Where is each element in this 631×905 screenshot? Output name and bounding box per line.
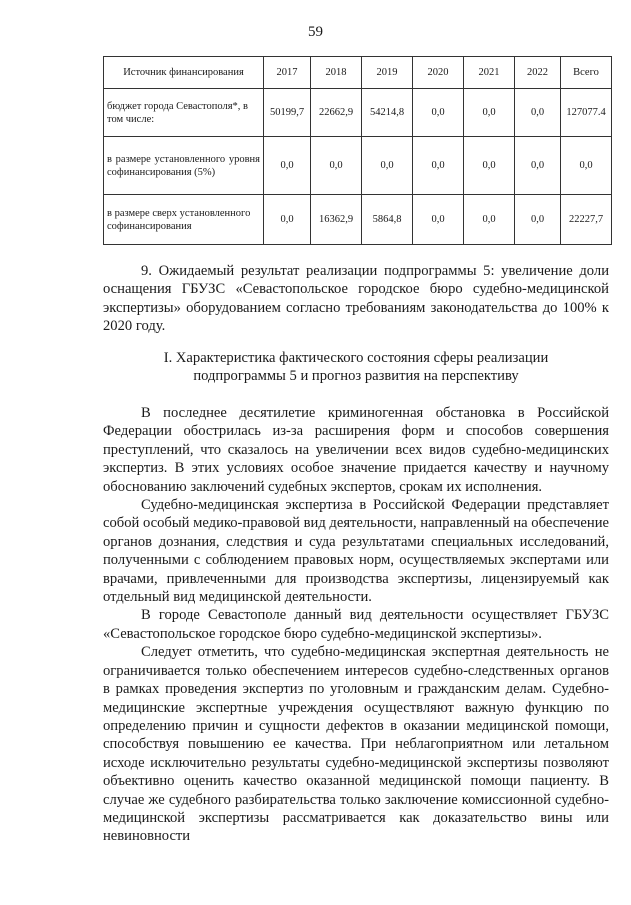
body-paragraph: В городе Севастополе данный вид деятельности осуществляет ГБУЗС «Севастопольское городское бюро судебно-медицинской экспертизы». bbox=[103, 607, 609, 642]
value-cell: 54214,8 bbox=[362, 89, 413, 137]
body-paragraph: В последнее десятилетие криминогенная обстановка в Российской Федерации обострилась из-за расширения форм и способов совершения преступлений, что сказалось на увеличении всех видов судебно-медицинских экспертиз. В этих условиях особое значение придается качеству и научному обоснованию заключений судебных экспертов, срокам их исполнения. bbox=[103, 405, 609, 495]
financing-table bbox=[103, 56, 612, 245]
value-cell: 0,0 bbox=[561, 137, 612, 195]
value-cell: 127077.4 bbox=[561, 89, 612, 137]
value-cell: 0,0 bbox=[464, 89, 515, 137]
value-cell: 0,0 bbox=[362, 137, 413, 195]
table-row bbox=[104, 89, 612, 137]
value-cell: 0,0 bbox=[515, 89, 561, 137]
page-number: 59 bbox=[308, 24, 323, 40]
source-cell: бюджет города Севастополя*, в том числе: bbox=[104, 89, 264, 137]
value-cell: 0,0 bbox=[311, 137, 362, 195]
value-cell: 0,0 bbox=[413, 89, 464, 137]
source-cell: в размере установленного уровня софинансирования (5%) bbox=[104, 137, 264, 195]
value-cell: 50199,7 bbox=[264, 89, 311, 137]
value-cell: 0,0 bbox=[464, 195, 515, 245]
body-paragraph: Судебно-медицинская экспертиза в Российской Федерации представляет собой особый медико-правовой вид деятельности, направленный на обеспечение органов дознания, следствия и суда результатами специальных исследований, полученными с соблюдением правовых норм, осуществляемых экспертами или врачами, привлеченными для производства экспертизы, лицензируемый как отдельный вид медицинской деятельности. bbox=[103, 497, 609, 606]
header-cell: Источник финансирования bbox=[104, 57, 264, 89]
value-cell: 22662,9 bbox=[311, 89, 362, 137]
value-cell: 16362,9 bbox=[311, 195, 362, 245]
value-cell: 22227,7 bbox=[561, 195, 612, 245]
header-cell: 2022 bbox=[515, 57, 561, 89]
table-header-row bbox=[104, 57, 612, 89]
paragraph-9: 9. Ожидаемый результат реализации подпрограммы 5: увеличение доли оснащения ГБУЗС «Севастопольское городское бюро судебно-медицинской экспертизы» оборудованием согласно требованиям законодательства до 100% к 2020 году. bbox=[103, 263, 609, 335]
value-cell: 0,0 bbox=[413, 195, 464, 245]
value-cell: 0,0 bbox=[264, 137, 311, 195]
result-paragraph-block bbox=[103, 262, 609, 336]
value-cell: 5864,8 bbox=[362, 195, 413, 245]
body-text bbox=[103, 404, 609, 846]
section-heading-line: I. Характеристика фактического состояния сферы реализации bbox=[163, 350, 549, 366]
body-paragraph: Следует отметить, что судебно-медицинская экспертная деятельность не ограничивается только обеспечением интересов судебно-следственных органов в рамках проведения экспертиз по уголовным и гражданским делам. Судебно-медицинские экспертные учреждения осуществляют важную функцию по определению причин и сущности дефектов в оказании медицинской помощи, способствуя повышению ее качества. При неблагоприятном или летальном исходе исключительно результаты судебно-медицинской экспертизы позволяют объективно оценить качество оказанной медицинской помощи пациенту. В случае же судебного разбирательства только заключение комиссионной судебно-медицинской экспертизы рассматривается как доказательство вины или невиновности bbox=[103, 644, 609, 845]
header-cell: 2017 bbox=[264, 57, 311, 89]
value-cell: 0,0 bbox=[515, 195, 561, 245]
header-cell: 2019 bbox=[362, 57, 413, 89]
header-cell: 2018 bbox=[311, 57, 362, 89]
header-cell: Всего bbox=[561, 57, 612, 89]
source-cell: в размере сверх установленного софинансирования bbox=[104, 195, 264, 245]
value-cell: 0,0 bbox=[264, 195, 311, 245]
value-cell: 0,0 bbox=[464, 137, 515, 195]
table-row bbox=[104, 137, 612, 195]
header-cell: 2020 bbox=[413, 57, 464, 89]
value-cell: 0,0 bbox=[413, 137, 464, 195]
value-cell: 0,0 bbox=[515, 137, 561, 195]
section-heading bbox=[103, 349, 609, 386]
header-cell: 2021 bbox=[464, 57, 515, 89]
table-row bbox=[104, 195, 612, 245]
section-heading-line: подпрограммы 5 и прогноз развития на перспективу bbox=[193, 368, 519, 385]
